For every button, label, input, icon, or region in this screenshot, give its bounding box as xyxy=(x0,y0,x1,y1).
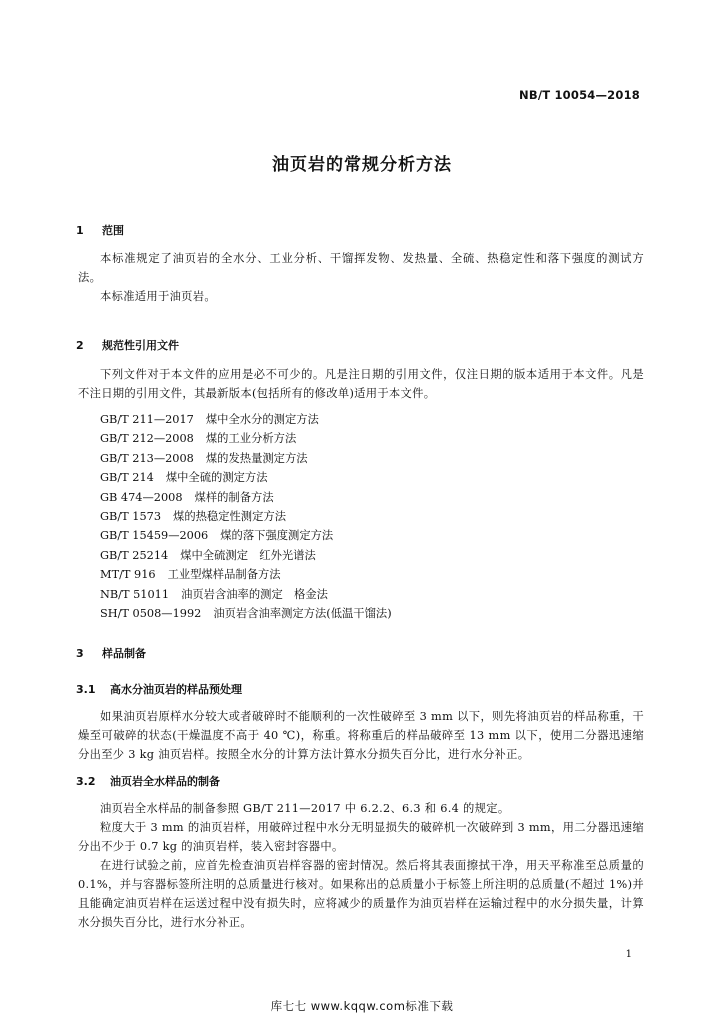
section-3-heading xyxy=(76,645,146,661)
reference-item xyxy=(100,429,392,448)
reference-name: 煤的工业分析方法 xyxy=(205,432,297,446)
reference-code: GB/T 211—2017 xyxy=(100,413,194,426)
section-3-2-paragraph-1: 油页岩全水样品的制备参照 GB/T 211—2017 中 6.2.2、6.3 和 6.4 的规定。 xyxy=(100,802,510,815)
reference-item xyxy=(100,410,392,429)
reference-code: GB/T 213—2008 xyxy=(100,451,194,465)
reference-code: GB/T 1573 xyxy=(100,510,162,524)
reference-item xyxy=(100,526,392,545)
section-number: 2 xyxy=(76,339,84,352)
reference-name: 煤的落下强度测定方法 xyxy=(220,529,334,543)
standard-code: NB/T 10054—2018 xyxy=(519,88,640,102)
footer-watermark: 库七七 www.kqqw.com标准下载 xyxy=(270,999,454,1013)
reference-name: 工业型煤样品制备方法 xyxy=(167,568,281,582)
section-3-2-heading xyxy=(76,773,220,789)
references-intro: 下列文件对于本文件的应用是必不可少的。凡是注日期的引用文件，仅注日期的版本适用于本文件。凡是不注日期的引用文件，其最新版本(包括所有的修改单)适用于本文件。 xyxy=(78,368,644,400)
reference-name: 煤中全硫的测定方法 xyxy=(165,471,268,485)
reference-code: NB/T 51011 xyxy=(100,587,170,601)
reference-name: 油页岩含油率的测定 格金法 xyxy=(181,587,328,601)
reference-code: GB/T 25214 xyxy=(100,548,169,562)
reference-item xyxy=(100,546,392,565)
reference-name: 煤的热稳定性测定方法 xyxy=(173,510,286,524)
reference-code: GB/T 214 xyxy=(100,471,154,485)
section-title: 高水分油页岩的样品预处理 xyxy=(110,683,242,696)
section-number: 1 xyxy=(76,224,84,237)
section-2-heading xyxy=(76,337,179,353)
section-3-1-heading xyxy=(76,681,242,697)
reference-item xyxy=(100,488,392,507)
reference-list xyxy=(100,410,392,623)
page-number: 1 xyxy=(625,949,632,960)
reference-code: GB/T 15459—2006 xyxy=(100,529,209,543)
reference-name: 煤样的制备方法 xyxy=(194,490,274,504)
section-3-1-paragraph: 如果油页岩原样水分较大或者破碎时不能顺利的一次性破碎至 3 mm 以下，则先将油页岩的样品称重，干燥至可破碎的状态(干燥温度不高于 40 ℃)，称重。将称重后的样品破碎至 13 mm 以下，使用二分器迅速缩分出至少 3 kg 油页岩样。按照全水分的计算方法计算水分损失百分比，进行水分补正。 xyxy=(78,710,644,761)
reference-name: 油页岩含油率测定方法(低温干馏法) xyxy=(213,607,392,621)
reference-code: GB 474—2008 xyxy=(100,490,183,504)
section-1-heading xyxy=(76,222,124,238)
reference-name: 煤中全硫测定 红外光谱法 xyxy=(180,548,316,562)
reference-item xyxy=(100,585,392,604)
section-number: 3 xyxy=(76,647,84,660)
reference-item xyxy=(100,565,392,584)
reference-item xyxy=(100,507,392,526)
section-title: 油页岩全水样品的制备 xyxy=(110,775,220,788)
reference-name: 煤的发热量测定方法 xyxy=(205,451,308,465)
reference-item xyxy=(100,468,392,487)
scope-paragraph-1: 本标准规定了油页岩的全水分、工业分析、干馏挥发物、发热量、全硫、热稳定性和落下强度的测试方法。 xyxy=(78,252,644,284)
section-title: 样品制备 xyxy=(102,647,146,660)
document-title: 油页岩的常规分析方法 xyxy=(272,155,452,175)
reference-item xyxy=(100,604,392,623)
reference-code: GB/T 212—2008 xyxy=(100,432,194,446)
reference-item xyxy=(100,449,392,468)
section-number: 3.1 xyxy=(76,683,96,696)
section-title: 范围 xyxy=(102,224,124,237)
section-3-2-paragraph-2: 粒度大于 3 mm 的油页岩样，用破碎过程中水分无明显损失的破碎机一次破碎到 3 mm，用二分器迅速缩分出不少于 0.7 kg 的油页岩样，装入密封容器中。 xyxy=(78,821,644,853)
section-3-2-paragraph-3: 在进行试验之前，应首先检查油页岩样容器的密封情况。然后将其表面擦拭干净，用天平称准至总质量的 0.1%，并与容器标签所注明的总质量进行核对。如果称出的总质量小于标签上所注明的总质量(不超过 1%)并且能确定油页岩样在运送过程中没有损失时，应将减少的质量作为油页岩样在运输过程中的水分损失量，计算水分损失百分比，进行水分补正。 xyxy=(78,859,644,929)
section-title: 规范性引用文件 xyxy=(102,339,179,352)
section-number: 3.2 xyxy=(76,775,96,788)
scope-paragraph-2: 本标准适用于油页岩。 xyxy=(100,290,216,303)
reference-code: SH/T 0508—1992 xyxy=(100,607,202,621)
reference-name: 煤中全水分的测定方法 xyxy=(205,413,319,426)
reference-code: MT/T 916 xyxy=(100,568,156,582)
